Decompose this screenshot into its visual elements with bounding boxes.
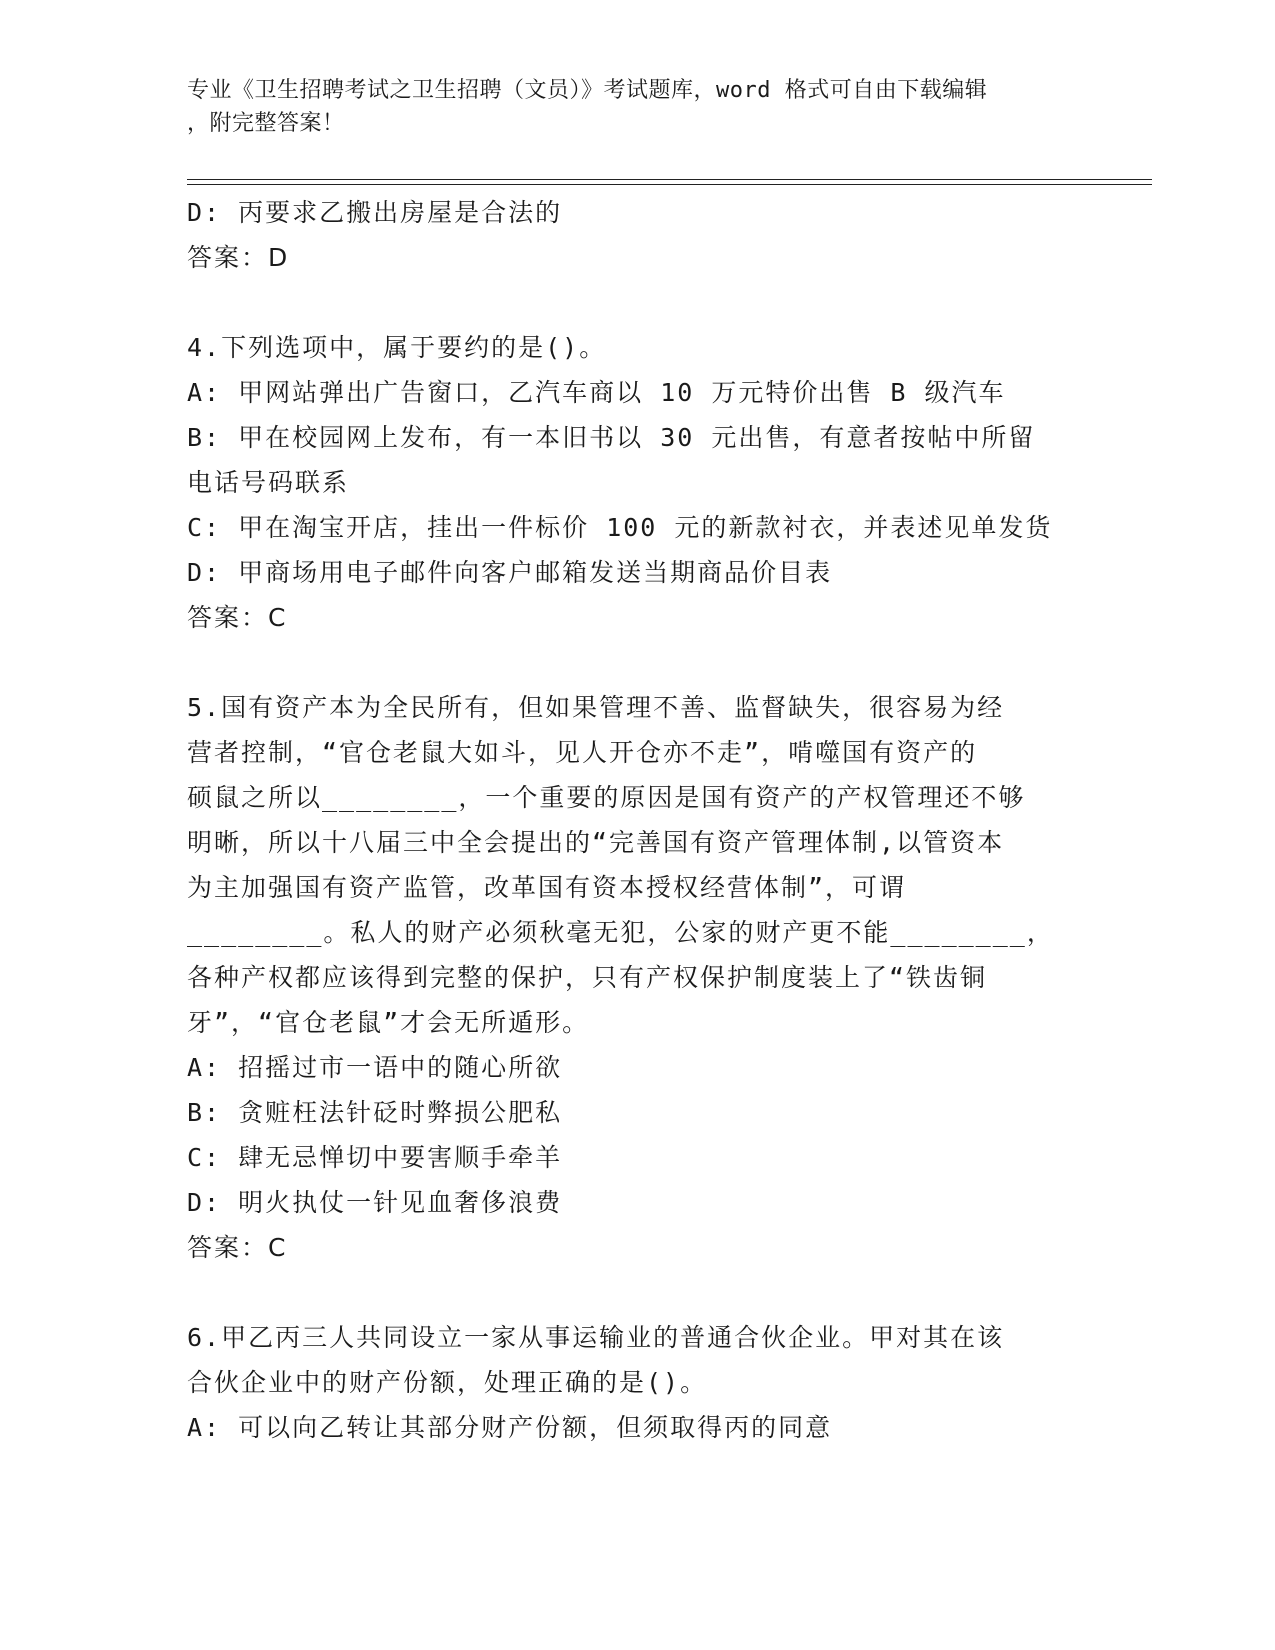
- option-a: A: 甲网站弹出广告窗口，乙汽车商以 10 万元特价出售 B 级汽车: [187, 378, 1006, 407]
- question-stem-line-7: 各种产权都应该得到完整的保护，只有产权保护制度装上了“铁齿铜: [187, 963, 988, 992]
- question-stem-line-6: ________。私人的财产必须秋毫无犯，公家的财产更不能________，: [187, 918, 1054, 947]
- option-d: D: 甲商场用电子邮件向客户邮箱发送当期商品价目表: [187, 558, 833, 587]
- answer-label: 答案：C: [187, 603, 288, 632]
- spacer: [187, 640, 1077, 685]
- question-stem-line-1: 6.甲乙丙三人共同设立一家从事运输业的普通合伙企业。甲对其在该: [187, 1323, 1005, 1352]
- question-stem-line-1: 5.国有资产本为全民所有，但如果管理不善、监督缺失，很容易为经: [187, 693, 1005, 722]
- header-line-2: ，附完整答案！: [187, 111, 345, 136]
- header-divider-bottom: [187, 184, 1152, 185]
- option-d: D: 明火执仗一针见血奢侈浪费: [187, 1188, 563, 1217]
- option-c: C: 肆无忌惮切中要害顺手牵羊: [187, 1143, 563, 1172]
- question-4: [187, 325, 1077, 640]
- question-stem-line-2: 合伙企业中的财产份额，处理正确的是()。: [187, 1368, 708, 1397]
- option-a: A: 招摇过市一语中的随心所欲: [187, 1053, 563, 1082]
- option-a: A: 可以向乙转让其部分财产份额，但须取得丙的同意: [187, 1413, 833, 1442]
- question-3-tail: [187, 190, 1077, 280]
- option-b: B: 贪赃枉法针砭时弊损公肥私: [187, 1098, 563, 1127]
- question-5: [187, 685, 1077, 1270]
- spacer: [187, 280, 1077, 325]
- question-6: [187, 1315, 1077, 1450]
- question-stem-line-5: 为主加强国有资产监管，改革国有资本授权经营体制”，可谓: [187, 873, 907, 902]
- question-stem-line-3: 硕鼠之所以________，一个重要的原因是国有资产的产权管理还不够: [187, 783, 1026, 812]
- option-b-line-1: B: 甲在校园网上发布，有一本旧书以 30 元出售，有意者按帖中所留: [187, 423, 1036, 452]
- question-stem-line-2: 营者控制，“官仓老鼠大如斗，见人开仓亦不走”，啃噬国有资产的: [187, 738, 978, 767]
- header-divider-top: [187, 179, 1152, 180]
- question-stem-line-4: 明晰，所以十八届三中全会提出的“完善国有资产管理体制,以管资本: [187, 828, 1005, 857]
- question-stem-line-8: 牙”，“官仓老鼠”才会无所遁形。: [187, 1008, 590, 1037]
- page-header: [187, 74, 1077, 140]
- answer-label: 答案：D: [187, 243, 290, 272]
- spacer: [187, 1270, 1077, 1315]
- option-b-line-2: 电话号码联系: [187, 468, 350, 497]
- option-c: C: 甲在淘宝开店，挂出一件标价 100 元的新款衬衣，并表述见单发货: [187, 513, 1053, 542]
- question-content: [187, 190, 1077, 1450]
- option-d: D: 丙要求乙搬出房屋是合法的: [187, 198, 563, 227]
- answer-label: 答案：C: [187, 1233, 288, 1262]
- question-stem: 4.下列选项中，属于要约的是()。: [187, 333, 607, 362]
- header-line-1: 专业《卫生招聘考试之卫生招聘（文员）》考试题库，word 格式可自由下载编辑: [187, 78, 988, 103]
